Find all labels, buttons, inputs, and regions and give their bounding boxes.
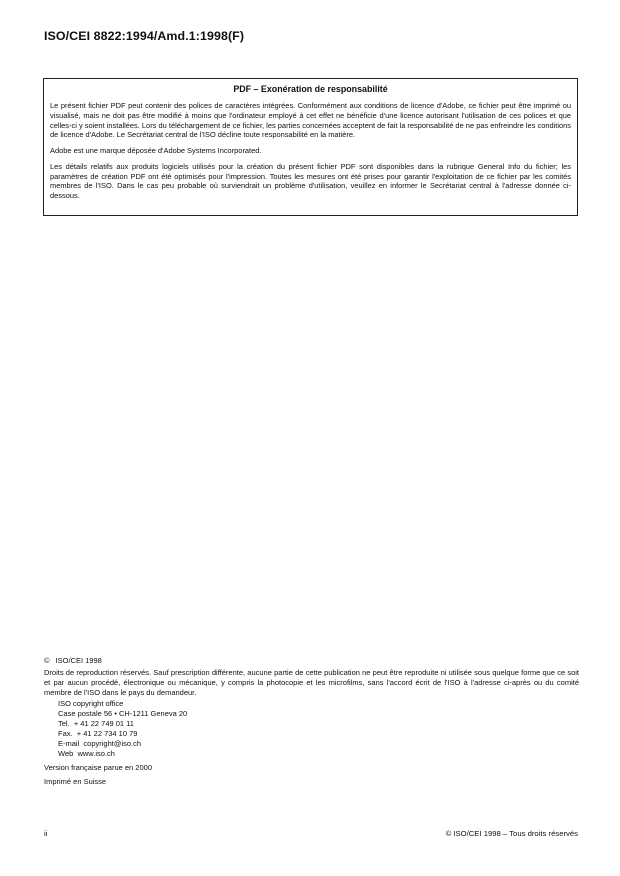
address-email: E-mail copyright@iso.ch — [58, 738, 142, 748]
copyright-block — [44, 656, 579, 787]
address-telephone: Tel. + 41 22 749 01 11 — [58, 718, 134, 728]
copyright-line — [44, 656, 579, 666]
iso-address — [58, 699, 579, 759]
printed-in: Imprimé en Suisse — [44, 776, 107, 786]
copyright-holder: ISO/CEI 1998 — [55, 656, 102, 665]
disclaimer-title: PDF – Exonération de responsabilité — [233, 84, 388, 94]
address-web: Web www.iso.ch — [58, 748, 115, 758]
disclaimer-paragraph-fonts: Le présent fichier PDF peut contenir des polices de caractères intégrées. Conformément aux conditions de licence d'Adobe, ce fichier peut être imprimé ou visualisé, mais ne doit pas être modifié à moins que l'ordinateur employé à cet effet ne bénéficie d'une licence autorisant l'utilisation de ces polices et que celles-ci y soient installées. Lors du téléchargement de ce fichier, les parties concernées acceptent de fait la responsabilité de ne pas enfreindre les conditions de licence d'Adobe. Le Secrétariat central de l'ISO décline toute responsabilité en la matière. — [50, 101, 571, 140]
address-postal: Case postale 56 • CH-1211 Geneva 20 — [58, 708, 188, 718]
pdf-disclaimer-box — [43, 78, 578, 216]
page-number: ii — [44, 829, 48, 838]
rights-reserved-text: Droits de reproduction réservés. Sauf prescription différente, aucune partie de cette publication ne peut être reproduite ni utilisée sous quelque forme que ce soit et par aucun procédé, électronique ou mécanique, y compris la photocopie et les microfilms, sans l'accord écrit de l'ISO à l'adresse ci-après ou du comité membre de l'ISO dans le pays du demandeur. — [44, 667, 579, 697]
document-reference: ISO/CEI 8822:1994/Amd.1:1998(F) — [44, 29, 245, 43]
copyright-symbol: © — [44, 656, 50, 665]
disclaimer-paragraph-software: Les détails relatifs aux produits logiciels utilisés pour la création du présent fichier PDF sont disponibles dans la rubrique General Info du fichier; les paramètres de création PDF ont été optimisés pour l'impression. Toutes les mesures ont été prises pour garantir l'exploitation de ce fichier par les comités membres de l'ISO. Dans le cas peu probable où surviendrait un problème d'utilisation, veuillez en informer le Secrétariat central à l'adresse donnée ci-dessous. — [50, 161, 571, 200]
disclaimer-paragraph-trademark: Adobe est une marque déposée d'Adobe Systems Incorporated. — [50, 146, 262, 155]
address-office: ISO copyright office — [58, 698, 124, 708]
version-note: Version française parue en 2000 — [44, 762, 152, 772]
address-fax: Fax. + 41 22 734 10 79 — [58, 728, 138, 738]
footer-copyright: © ISO/CEI 1998 – Tous droits réservés — [445, 829, 578, 838]
